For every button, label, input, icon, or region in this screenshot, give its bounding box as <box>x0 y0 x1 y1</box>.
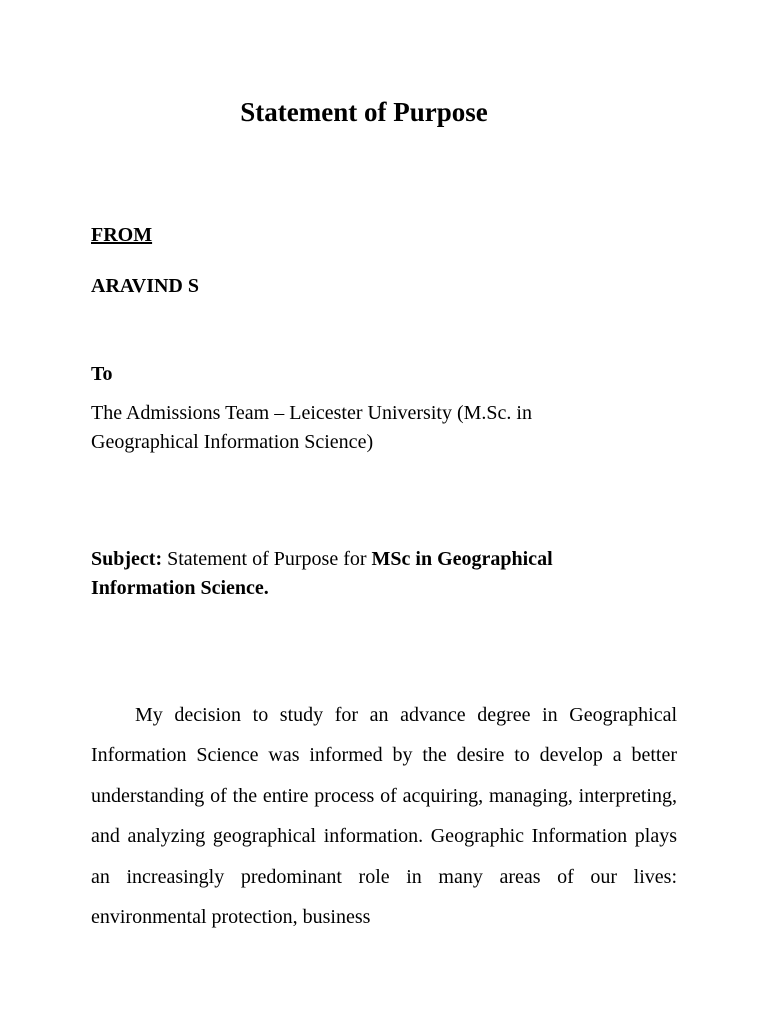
sender-name: ARAVIND S <box>91 275 199 297</box>
body-paragraph: My decision to study for an advance degree in Geographical Information Science was informed by the desire to develop a better understanding of the entire process of acquiring, managing, interpreting, and analyzing geographical information. Geographic Information plays an increasingly predominant role in many areas of our lives: environmental protection, business <box>91 704 677 929</box>
subject-program: MSc in Geographical Information Science. <box>91 548 553 599</box>
subject-text: Statement of Purpose for <box>162 548 372 570</box>
subject-line <box>91 545 651 603</box>
subject-label: Subject: <box>91 548 163 570</box>
from-label: FROM <box>91 224 153 246</box>
to-label: To <box>91 363 113 385</box>
page-title: Statement of Purpose <box>240 97 488 127</box>
recipient-line-2: Geographical Information Science) <box>91 431 374 453</box>
recipient-address <box>91 399 651 457</box>
recipient-line-1: The Admissions Team – Leicester University (M.Sc. in <box>91 402 532 424</box>
